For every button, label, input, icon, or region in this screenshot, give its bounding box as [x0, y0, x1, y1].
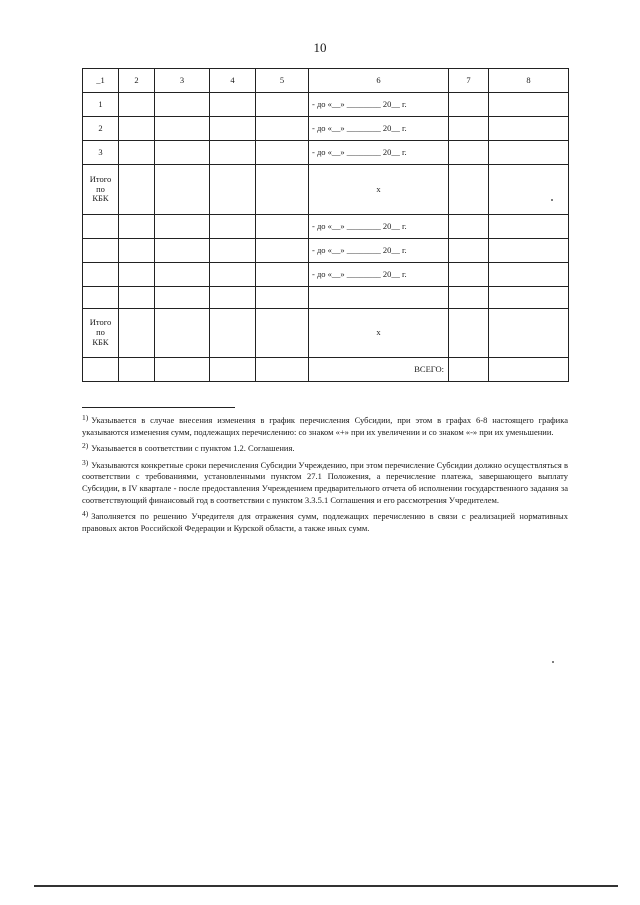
date-cell: - до «__» ________ 20__ г. [309, 215, 449, 239]
footnote-1: $^{1)}$ Указывается в случае внесения изменения в график перечисления Субсидии, при этом в графах 6-8 настоящего графика указываются изменения сумм, подлежащих перечислению: со знаком «+» при их увеличении и со знаком «-» при их уменьшении. [82, 413, 568, 437]
footnote-3: $^{3)}$ Указываются конкретные сроки перечисления Субсидии Учреждению, при этом перечисление Субсидии должно осуществляться в соответствии с требованиями, установленными пунктом 27.1 Положения, а перечисление платежа, завершающего выплату Субсидии, в IV квартале - после предоставления Учреждением предварительного отчета об исполнении государственного задания за соответствующий финансовый год в соответствии с пунктом 3.3.5.1 Соглашения и его рассмотрения Учредителем. [82, 457, 568, 505]
date-cell: - до «__» ________ 20__ г. [309, 263, 449, 287]
table-row [83, 287, 569, 309]
header-cell: 2 [119, 69, 155, 93]
subtotal-mark: x [309, 309, 449, 358]
footnote-2: $^{2)}$ Указывается в соответствии с пунктом 1.2. Соглашения. [82, 441, 295, 454]
date-cell: - до «__» ________ 20__ г. [309, 117, 449, 141]
scan-speck [551, 199, 553, 201]
subtotal-mark: x [309, 165, 449, 215]
table-row [83, 93, 569, 117]
subtotal-label: Итого по КБК [83, 165, 119, 215]
footnote-4: $^{4)}$ Заполняется по решению Учредителя для отражения сумм, подлежащих перечислению в связи с реализацией нормативных правовых актов Российской Федерации и Курской области, а также иных сумм. [82, 509, 568, 533]
header-cell: 7 [449, 69, 489, 93]
footnote-separator [82, 407, 235, 408]
subtotal-label: Итого по КБК [83, 309, 119, 358]
header-cell: _1 [83, 69, 119, 93]
subtotal-row [83, 165, 569, 215]
date-cell: - до «__» ________ 20__ г. [309, 93, 449, 117]
table-row [83, 215, 569, 239]
table-row [83, 117, 569, 141]
payment-schedule-table [82, 68, 569, 382]
date-cell: - до «__» ________ 20__ г. [309, 141, 449, 165]
subtotal-row [83, 309, 569, 358]
page-bottom-edge [34, 885, 618, 887]
header-cell: 3 [155, 69, 210, 93]
total-label: ВСЕГО: [309, 358, 449, 382]
page-number: 10 [313, 40, 327, 55]
table-row [83, 263, 569, 287]
row-number: 1 [83, 93, 119, 117]
table-row [83, 239, 569, 263]
table-header-row [83, 69, 569, 93]
date-cell: - до «__» ________ 20__ г. [309, 239, 449, 263]
total-row [83, 358, 569, 382]
row-number: 2 [83, 117, 119, 141]
footnotes [82, 412, 568, 536]
scan-speck [552, 661, 554, 663]
row-number: 3 [83, 141, 119, 165]
header-cell: 5 [256, 69, 309, 93]
header-cell: 4 [210, 69, 256, 93]
table-row [83, 141, 569, 165]
header-cell: 6 [309, 69, 449, 93]
header-cell: 8 [489, 69, 569, 93]
